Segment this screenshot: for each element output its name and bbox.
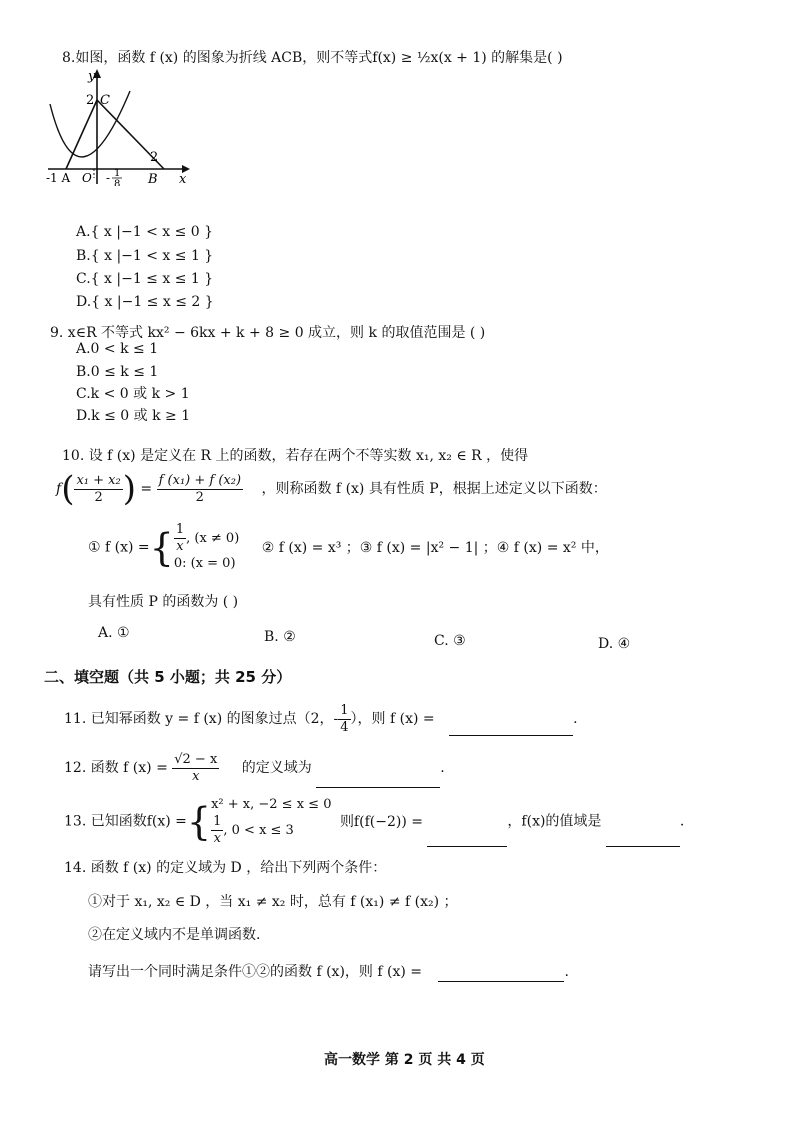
q13-prefix: 13. 已知函数f(x) = bbox=[64, 813, 187, 830]
q8-stem: 8.如图，函数 f (x) 的图象为折线 ACB，则不等式f(x) ≥ ½x(x + 1) 的解集是( ) bbox=[62, 50, 563, 66]
q8-y-label: y bbox=[88, 69, 96, 84]
q8-c-label: C bbox=[100, 93, 110, 108]
q11-text: 11. 已知幂函数 y = f (x) 的图象过点（2， bbox=[64, 711, 334, 727]
q13-mid: 则f(f(−2)) = bbox=[339, 813, 423, 830]
q8-b-label: B bbox=[148, 172, 158, 186]
q10-lhs-f: f bbox=[56, 481, 62, 497]
q10-rhs-den: 2 bbox=[195, 489, 204, 505]
q13-answer-blank-2[interactable] bbox=[606, 830, 680, 847]
q13-mid2: ，f(x)的值域是 bbox=[507, 813, 602, 830]
q9-stem: 9. x∈R 不等式 kx² − 6kx + k + 8 ≥ 0 成立，则 k 的取值范围是 ( ) bbox=[50, 325, 486, 341]
q13-case2-num: 1 bbox=[213, 814, 222, 829]
q13-case2-den: x bbox=[213, 831, 221, 846]
q10-item1-case1-cond: , (x ≠ 0) bbox=[186, 531, 240, 546]
q14-cond1: ①对于 x₁, x₂ ∈ D ，当 x₁ ≠ x₂ 时，总有 f (x₁) ≠ f (x₂) ； bbox=[88, 894, 458, 910]
q10-lhs-num: x₁ + x₂ bbox=[76, 472, 121, 488]
q8-neg-eighth-prefix: - bbox=[106, 171, 111, 185]
q10-stem2: 具有性质 P 的函数为 ( ) bbox=[88, 594, 239, 610]
q13-line: 13. 已知函数f(x) ={ x² + x, −2 ≤ x ≤ 0 $\frac{1}{x}$ , 0 < x ≤ 3 则f(f(−2)) = ，f(x)的值域是 . bbox=[64, 797, 685, 846]
q13-end: . bbox=[679, 813, 685, 830]
q10-option-a: A. ① bbox=[98, 625, 130, 641]
q12-line bbox=[64, 748, 445, 788]
q10-option-d: D. ④ bbox=[598, 636, 631, 652]
q10-items-rest: ② f (x) = x³ ；③ f (x) = |x² − 1| ；④ f (x) = x² 中， bbox=[261, 539, 609, 556]
q10-item1-case2: 0: (x = 0) bbox=[173, 556, 236, 571]
section-2-title: 二、填空题（共 5 小题；共 25 分） bbox=[44, 668, 292, 686]
q11-tail: ），则 f (x) = bbox=[350, 711, 435, 727]
q8-o-label: O bbox=[82, 171, 92, 185]
q13-case1: x² + x, −2 ≤ x ≤ 0 bbox=[211, 797, 332, 812]
q8-a-label: -1 A bbox=[46, 171, 71, 185]
q10-item1-case1-den: x bbox=[176, 539, 184, 554]
q14-end: . bbox=[564, 964, 569, 980]
q10-rhs-num: f (x₁) + f (x₂) bbox=[158, 472, 242, 488]
q9-option-b: B.0 ≤ k ≤ 1 bbox=[76, 364, 159, 380]
q14-cond2: ②在定义域内不是单调函数. bbox=[88, 927, 261, 943]
q10-definition: f( $\frac{\text{x₁ + x₂}}{2}$ ) = $\frac{\text{f (x₁) + f (x₂)}}{2}$ ，则称函数 f (x) 具有性质 P，根据上述定义以下函数： bbox=[56, 469, 607, 509]
q12-answer-blank[interactable] bbox=[316, 771, 440, 788]
q10-item1-prefix: ① f (x) = bbox=[88, 539, 150, 556]
q10-eq: = bbox=[140, 481, 153, 497]
q8-option-c: C.{ x |−1 ≤ x ≤ 1 } bbox=[76, 271, 214, 287]
page-footer: 高一数学 第 2 页 共 4 页 bbox=[324, 1052, 485, 1068]
q8-c-value: 2 bbox=[86, 93, 95, 108]
q9-option-c: C.k < 0 或 k > 1 bbox=[76, 386, 190, 402]
q11-end: . bbox=[573, 711, 578, 727]
q12-prefix: 12. 函数 f (x) = bbox=[64, 760, 168, 776]
q8-option-a: A.{ x |−1 < x ≤ 0 } bbox=[76, 224, 214, 240]
q10-item1-case1-num: 1 bbox=[175, 522, 185, 537]
q8-x-label: x bbox=[179, 172, 187, 186]
q10-lhs-den: 2 bbox=[94, 489, 103, 505]
q14-stem: 14. 函数 f (x) 的定义域为 D ，给出下列两个条件： bbox=[64, 860, 387, 876]
q10-option-b: B. ② bbox=[264, 629, 296, 645]
q11-pt-prefix: - bbox=[333, 711, 339, 727]
q10-stem: 10. 设 f (x) 是定义在 R 上的函数，若存在两个不等实数 x₁, x₂ ∈ R ，使得 bbox=[62, 448, 529, 464]
q10-tail: ，则称函数 f (x) 具有性质 P，根据上述定义以下函数： bbox=[261, 481, 607, 497]
q8-option-d: D.{ x |−1 ≤ x ≤ 2 } bbox=[76, 294, 214, 310]
q14-ask-line bbox=[88, 962, 569, 982]
q13-case2-cond: , 0 < x ≤ 3 bbox=[223, 823, 294, 838]
q13-answer-blank-1[interactable] bbox=[427, 830, 507, 847]
q8-neg-eighth-den: 8 bbox=[114, 179, 121, 186]
q8-graph bbox=[44, 66, 194, 186]
q11-answer-blank[interactable] bbox=[449, 719, 573, 736]
q12-den: x bbox=[192, 768, 200, 784]
q14-ask: 请写出一个同时满足条件①②的函数 f (x)，则 f (x) = bbox=[88, 964, 422, 980]
q10-items: ① f (x) ={ $\frac{1}{x}$ , (x ≠ 0) 0: (x = 0) ② f (x) = x³ ；③ f (x) = |x² − 1| ；④ f (x) = x² 中， bbox=[88, 522, 609, 571]
q12-tail: 的定义域为 bbox=[241, 760, 312, 776]
q8-neg-eighth-num: 1 bbox=[114, 168, 121, 179]
q11-pt-num: 1 bbox=[340, 702, 349, 718]
q11-pt-den: 4 bbox=[340, 719, 349, 735]
q11-line bbox=[64, 702, 578, 736]
q14-answer-blank[interactable] bbox=[438, 965, 564, 982]
q8-option-b: B.{ x |−1 < x ≤ 1 } bbox=[76, 248, 214, 264]
q10-option-c: C. ③ bbox=[434, 633, 466, 649]
q8-b-value: 2 bbox=[150, 150, 159, 165]
q9-option-a: A.0 < k ≤ 1 bbox=[76, 341, 159, 357]
q12-num: √2 − x bbox=[174, 751, 218, 767]
q12-end: . bbox=[440, 760, 445, 776]
q9-option-d: D.k ≤ 0 或 k ≥ 1 bbox=[76, 408, 191, 424]
